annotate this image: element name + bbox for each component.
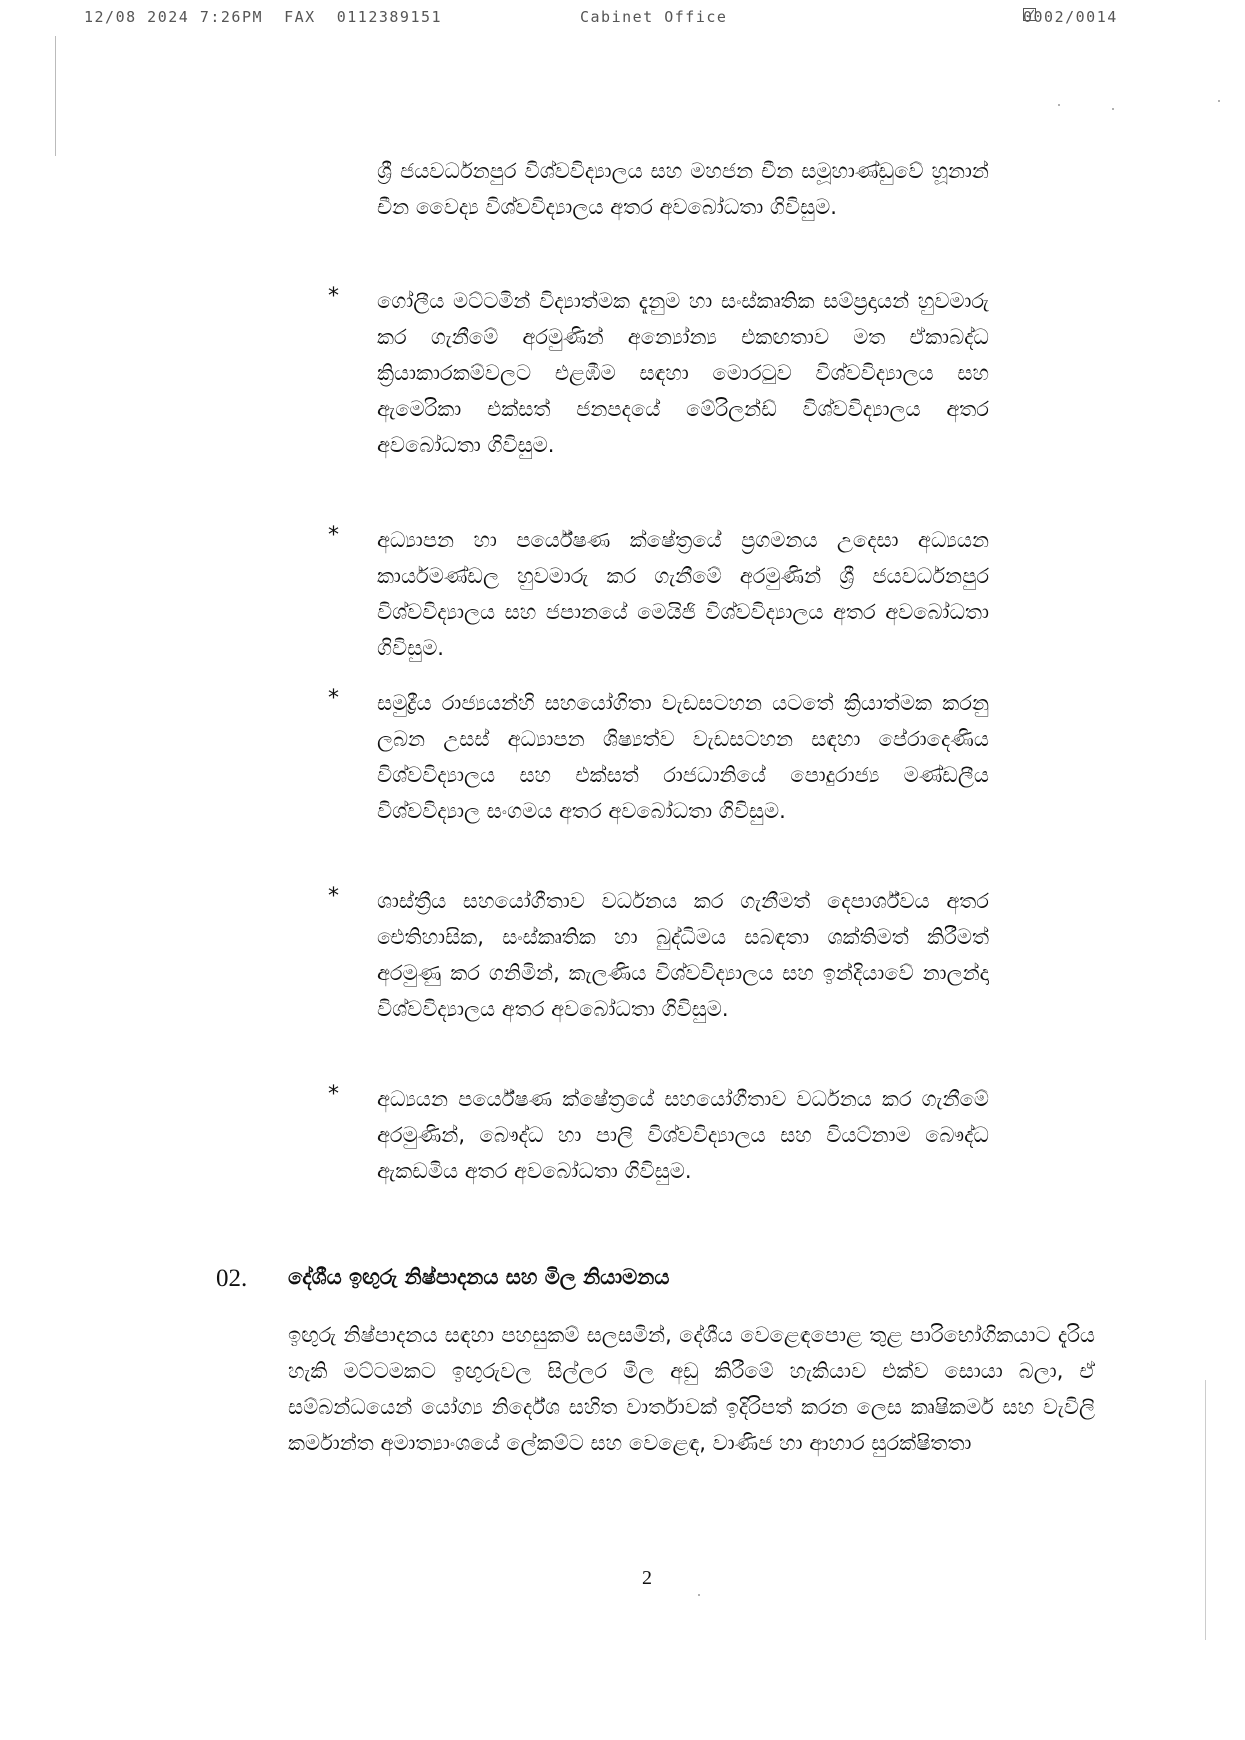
section-paragraph-text: ඉඟුරු නිෂ්පාදනය සඳහා පහසුකම් සලසමින්, දේශීය වෙළෙඳපොළ තුළ පාරිභෝගිකයාට දැරිය හැකි මට්ටමකට ඉඟුරුවල සිල්ලර මිල අඩු කිරීමේ හැකියාව එක්ව සොයා බලා, ඒ සම්බන්ධයෙන් යෝග්‍ය නිර්දේශ සහිත වාර්තාවක් ඉදිරිපත් කරන ලෙස කෘෂිකර්ම සහ වැවිලි කර්මාන්ත අමාත්‍යාංශයේ ලේකම්ට සහ වෙළෙඳ, වාණිජ හා ආහාර සුරක්ෂිතතා [288,1323,1095,1455]
bullet-marker: * [328,284,339,309]
bullet-item [377,283,989,463]
section-title: දේශීය ඉඟුරු නිෂ්පාදනය සහ මිල නියාමනය [288,1265,670,1289]
bullet-text: අධ්‍යයන පර්යේෂණ ක්ෂේත්‍රයේ සහයෝගීතාව වර්ධනය කර ගැනීමේ අරමුණින්, බෞද්ධ හා පාලි විශ්වවිද්‍යාලය සහ වියට්නාම බෞද්ධ ඇකඩමිය අතර අවබෝධතා ගිවිසුම. [377,1087,989,1183]
bullet-text: අධ්‍යාපන හා පර්යේෂණ ක්ෂේත්‍රයේ ප්‍රගමනය උදෙසා අධ්‍යයන කාර්යමණ්ඩල හුවමාරු කර ගැනීමේ අරමුණින් ශ්‍රී ජයවර්ධනපුර විශ්වවිද්‍යාලය සහ ජපානයේ මෙයිජි විශ්වවිද්‍යාලය අතර අවබෝධතා ගිවිසුම. [377,528,989,660]
bullet-item [377,522,989,666]
scan-artifact-line [55,36,56,156]
fax-page-counter: 0002/0014 [1023,8,1118,26]
bullet-text: ගෝලීය මට්ටමින් විද්‍යාත්මක දැනුම හා සංස්කෘතික සම්ප්‍රදායන් හුවමාරු කර ගැනීමේ අරමුණින් අන්‍යෝන්‍ය එකඟතාව මත ඒකාබද්ධ ක්‍රියාකාරකම්වලට එළඹීම සඳහා මොරටුව විශ්වවිද්‍යාලය සහ ඇමෙරිකා එක්සත් ජනපදයේ මේරිලන්ඩ් විශ්වවිද්‍යාලය අතර අවබෝධතා ගිවිසුම. [377,289,989,457]
fax-page-counter-wrap [1023,8,1118,26]
bullet-marker: * [328,523,339,548]
scan-artifact-line [1205,1380,1206,1640]
section-paragraph [288,1317,1095,1461]
page-number: 2 [642,1567,652,1589]
intro-text: ශ්‍රී ජයවර්ධනපුර විශ්වවිද්‍යාලය සහ මහජන චීන සමූහාණ්ඩුවේ හූනාන් චීන වෛද්‍ය විශ්වවිද්‍යාලය අතර අවබෝධතා ගිවිසුම. [377,159,989,219]
fax-sender: Cabinet Office [580,8,728,26]
checkbox-icon [1023,8,1036,21]
fax-number: 0112389151 [336,8,443,26]
bullet-marker: * [328,686,339,711]
fax-date-time: 12/08 2024 7:26PM [84,8,264,26]
bullet-item [377,1081,989,1189]
bullet-marker: * [328,1082,339,1107]
fax-header [0,8,1245,38]
bullet-text: ශාස්ත්‍රීය සහයෝගීතාව වර්ධනය කර ගැනීමත් දෙපාර්ශ්වය අතර ඓතිහාසික, සංස්කෘතික හා බුද්ධිමය සබඳතා ශක්තිමත් කිරීමත් අරමුණු කර ගනිමින්, කැලණිය විශ්වවිද්‍යාලය සහ ඉන්දියාවේ නාලන්දා විශ්වවිද්‍යාලය අතර අවබෝධතා ගිවිසුම. [377,889,989,1021]
scan-speck [1218,100,1220,102]
bullet-marker: * [328,884,339,909]
bullet-item [377,685,989,829]
scan-speck [698,1594,700,1596]
scan-speck [1112,108,1114,110]
fax-header-line [84,8,442,26]
scan-speck [1058,104,1060,106]
intro-paragraph [377,153,989,225]
bullet-text: සමුද්‍රීය රාජ්‍යයන්හි සහයෝගිතා වැඩසටහන යටතේ ක්‍රියාත්මක කරනු ලබන උසස් අධ්‍යාපන ශිෂ්‍යත්ව වැඩසටහන සඳහා පේරාදෙණිය විශ්වවිද්‍යාලය සහ එක්සත් රාජධානියේ පොදුරාජ්‍ය මණ්ඩලීය විශ්වවිද්‍යාල සංගමය අතර අවබෝධතා ගිවිසුම. [377,691,989,823]
fax-label: FAX [284,8,316,26]
bullet-item [377,883,989,1027]
section-number: 02. [216,1265,248,1292]
